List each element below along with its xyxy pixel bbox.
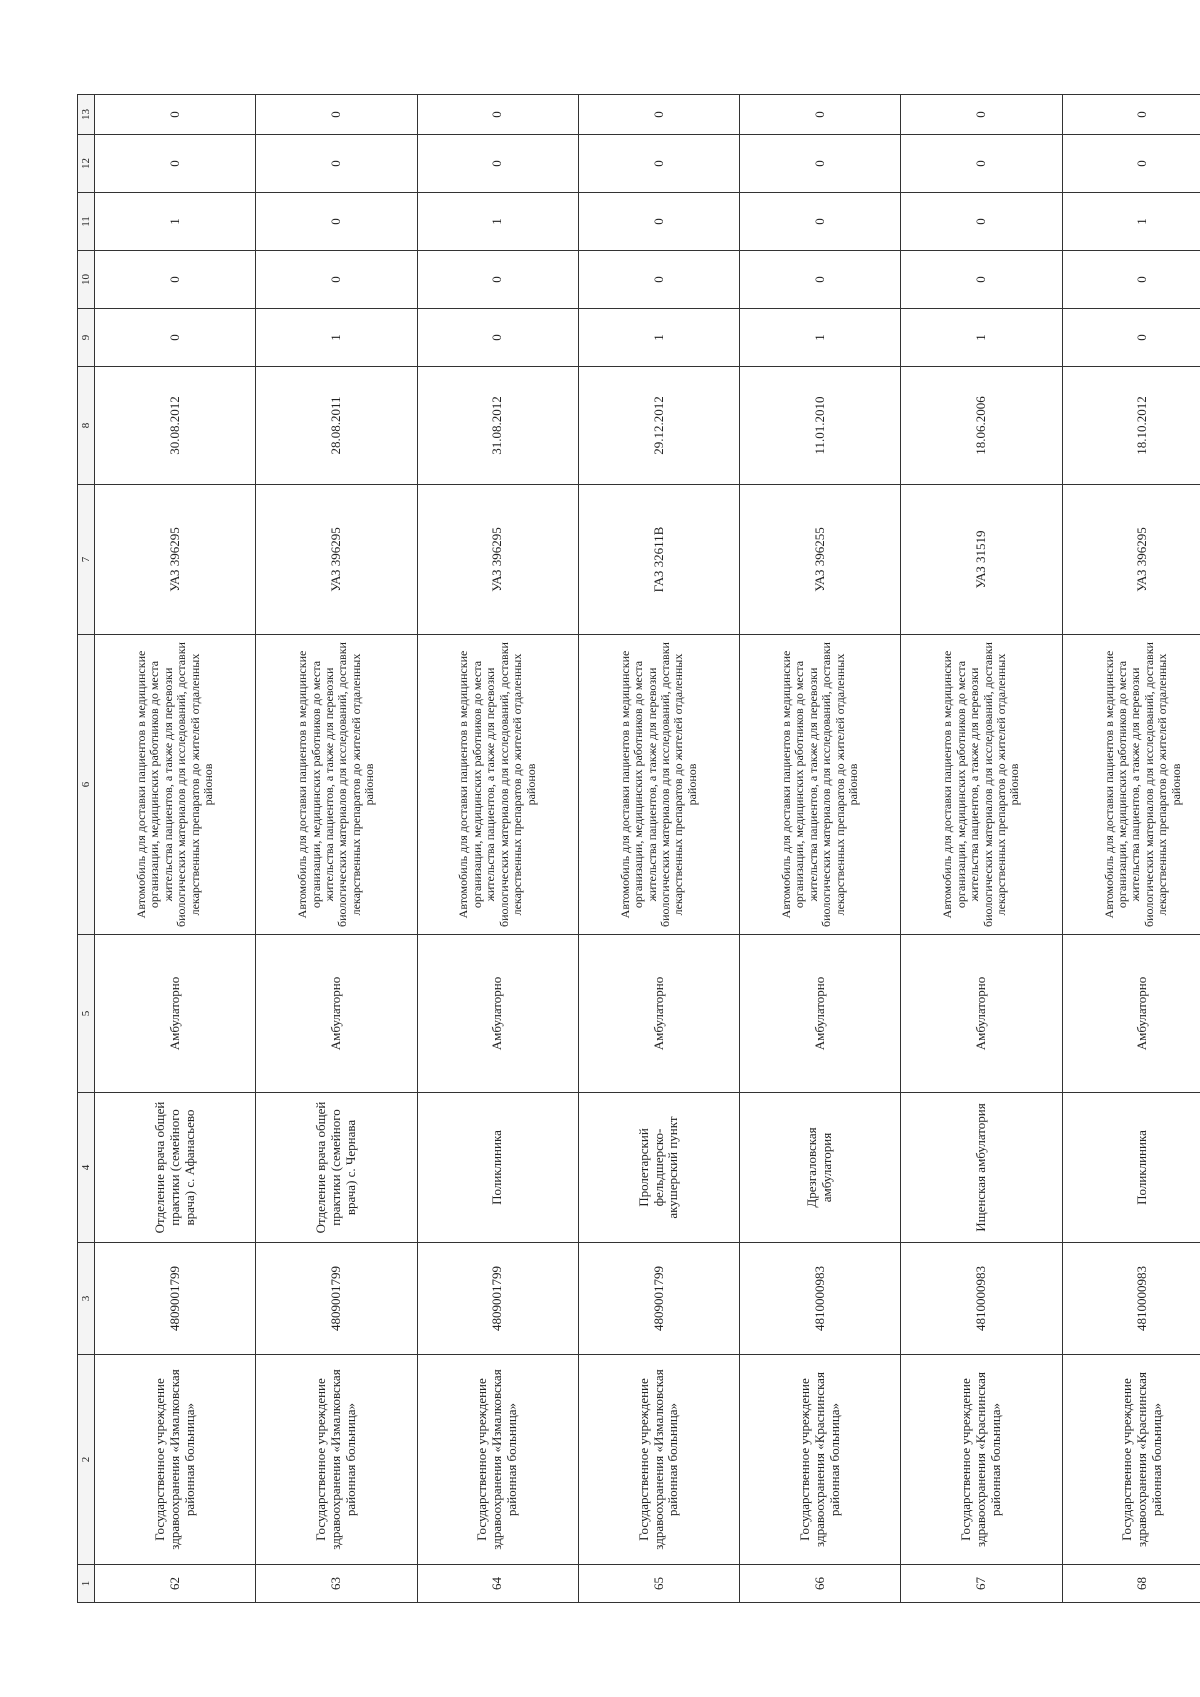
subdivision: Отделение врача общей практики (семейного врача) с. Чернава xyxy=(256,1093,417,1243)
col-13-value: 0 xyxy=(901,95,1062,135)
column-number-10: 10 xyxy=(78,251,95,309)
issue-date: 31.08.2012 xyxy=(417,367,578,485)
col-10-value: 0 xyxy=(1062,251,1200,309)
col-12-value: 0 xyxy=(417,135,578,193)
vehicle-model: УАЗ 31519 xyxy=(901,485,1062,635)
col-13-value: 0 xyxy=(256,95,417,135)
vehicle-model: УАЗ 396295 xyxy=(417,485,578,635)
col-10-value: 0 xyxy=(578,251,739,309)
vehicle-purpose: Автомобиль для доставки пациентов в медицинские организации, медицинских работников до места жительства пациентов, а также для перевозки биологических материалов для исследований, доставки лекарственных препаратов до жителей отдаленных районов xyxy=(901,635,1062,935)
col-9-value: 1 xyxy=(256,309,417,367)
row-number: 68 xyxy=(1062,1565,1200,1603)
subdivision: Дрезгаловская амбулатория xyxy=(740,1093,901,1243)
vehicle-purpose: Автомобиль для доставки пациентов в медицинские организации, медицинских работников до места жительства пациентов, а также для перевозки биологических материалов для исследований, доставки лекарственных препаратов до жителей отдаленных районов xyxy=(417,635,578,935)
care-form: Амбулаторно xyxy=(1062,935,1200,1093)
table-row xyxy=(1062,95,1200,1603)
issue-date: 28.08.2011 xyxy=(256,367,417,485)
inn-code: 4810000983 xyxy=(740,1243,901,1355)
inn-code: 4809001799 xyxy=(578,1243,739,1355)
col-10-value: 0 xyxy=(901,251,1062,309)
col-13-value: 0 xyxy=(578,95,739,135)
subdivision: Ищенская амбулатория xyxy=(901,1093,1062,1243)
institution-name: Государственное учреждение здравоохранения «Измалковская районная больница» xyxy=(256,1355,417,1565)
vehicle-purpose: Автомобиль для доставки пациентов в медицинские организации, медицинских работников до места жительства пациентов, а также для перевозки биологических материалов для исследований, доставки лекарственных препаратов до жителей отдаленных районов xyxy=(740,635,901,935)
vehicle-table xyxy=(77,94,1200,1603)
column-number-9: 9 xyxy=(78,309,95,367)
col-9-value: 0 xyxy=(95,309,256,367)
column-number-7: 7 xyxy=(78,485,95,635)
subdivision: Поликлиника xyxy=(1062,1093,1200,1243)
vehicle-model: УАЗ 396255 xyxy=(740,485,901,635)
column-number-5: 5 xyxy=(78,935,95,1093)
vehicle-purpose: Автомобиль для доставки пациентов в медицинские организации, медицинских работников до места жительства пациентов, а также для перевозки биологических материалов для исследований, доставки лекарственных препаратов до жителей отдаленных районов xyxy=(256,635,417,935)
col-10-value: 0 xyxy=(740,251,901,309)
row-number: 64 xyxy=(417,1565,578,1603)
column-number-12: 12 xyxy=(78,135,95,193)
subdivision: Поликлиника xyxy=(417,1093,578,1243)
col-11-value: 0 xyxy=(578,193,739,251)
care-form: Амбулаторно xyxy=(740,935,901,1093)
care-form: Амбулаторно xyxy=(417,935,578,1093)
column-number-6: 6 xyxy=(78,635,95,935)
col-13-value: 0 xyxy=(1062,95,1200,135)
table-row xyxy=(256,95,417,1603)
vehicle-model: УАЗ 396295 xyxy=(256,485,417,635)
col-11-value: 0 xyxy=(901,193,1062,251)
row-number: 67 xyxy=(901,1565,1062,1603)
table-row xyxy=(578,95,739,1603)
issue-date: 29.12.2012 xyxy=(578,367,739,485)
column-number-11: 11 xyxy=(78,193,95,251)
col-12-value: 0 xyxy=(740,135,901,193)
col-11-value: 0 xyxy=(256,193,417,251)
subdivision: Отделение врача общей практики (семейного врача) с. Афанасьево xyxy=(95,1093,256,1243)
inn-code: 4809001799 xyxy=(95,1243,256,1355)
row-number: 62 xyxy=(95,1565,256,1603)
inn-code: 4809001799 xyxy=(256,1243,417,1355)
care-form: Амбулаторно xyxy=(578,935,739,1093)
vehicle-purpose: Автомобиль для доставки пациентов в медицинские организации, медицинских работников до места жительства пациентов, а также для перевозки биологических материалов для исследований, доставки лекарственных препаратов до жителей отдаленных районов xyxy=(95,635,256,935)
col-12-value: 0 xyxy=(256,135,417,193)
institution-name: Государственное учреждение здравоохранения «Краснинская районная больница» xyxy=(901,1355,1062,1565)
institution-name: Государственное учреждение здравоохранения «Измалковская районная больница» xyxy=(417,1355,578,1565)
issue-date: 18.06.2006 xyxy=(901,367,1062,485)
institution-name: Государственное учреждение здравоохранения «Краснинская районная больница» xyxy=(740,1355,901,1565)
care-form: Амбулаторно xyxy=(256,935,417,1093)
rotated-table-page xyxy=(77,95,1200,1603)
row-number: 63 xyxy=(256,1565,417,1603)
institution-name: Государственное учреждение здравоохранения «Измалковская районная больница» xyxy=(95,1355,256,1565)
issue-date: 18.10.2012 xyxy=(1062,367,1200,485)
col-9-value: 1 xyxy=(578,309,739,367)
care-form: Амбулаторно xyxy=(901,935,1062,1093)
col-12-value: 0 xyxy=(901,135,1062,193)
vehicle-model: УАЗ 396295 xyxy=(1062,485,1200,635)
table-body xyxy=(95,95,1200,1603)
issue-date: 30.08.2012 xyxy=(95,367,256,485)
vehicle-purpose: Автомобиль для доставки пациентов в медицинские организации, медицинских работников до места жительства пациентов, а также для перевозки биологических материалов для исследований, доставки лекарственных препаратов до жителей отдаленных районов xyxy=(1062,635,1200,935)
col-11-value: 1 xyxy=(417,193,578,251)
care-form: Амбулаторно xyxy=(95,935,256,1093)
col-10-value: 0 xyxy=(95,251,256,309)
col-9-value: 0 xyxy=(1062,309,1200,367)
col-11-value: 0 xyxy=(740,193,901,251)
col-13-value: 0 xyxy=(740,95,901,135)
col-9-value: 0 xyxy=(417,309,578,367)
vehicle-purpose: Автомобиль для доставки пациентов в медицинские организации, медицинских работников до места жительства пациентов, а также для перевозки биологических материалов для исследований, доставки лекарственных препаратов до жителей отдаленных районов xyxy=(578,635,739,935)
institution-name: Государственное учреждение здравоохранения «Измалковская районная больница» xyxy=(578,1355,739,1565)
col-12-value: 0 xyxy=(1062,135,1200,193)
col-13-value: 0 xyxy=(417,95,578,135)
column-number-1: 1 xyxy=(78,1565,95,1603)
column-number-row xyxy=(78,95,95,1603)
column-number-8: 8 xyxy=(78,367,95,485)
issue-date: 11.01.2010 xyxy=(740,367,901,485)
inn-code: 4810000983 xyxy=(1062,1243,1200,1355)
col-9-value: 1 xyxy=(901,309,1062,367)
column-number-2: 2 xyxy=(78,1355,95,1565)
table-row xyxy=(417,95,578,1603)
col-10-value: 0 xyxy=(256,251,417,309)
vehicle-model: ГАЗ 32611В xyxy=(578,485,739,635)
col-11-value: 1 xyxy=(1062,193,1200,251)
col-11-value: 1 xyxy=(95,193,256,251)
col-10-value: 0 xyxy=(417,251,578,309)
table-row xyxy=(901,95,1062,1603)
col-9-value: 1 xyxy=(740,309,901,367)
inn-code: 4809001799 xyxy=(417,1243,578,1355)
column-number-3: 3 xyxy=(78,1243,95,1355)
row-number: 66 xyxy=(740,1565,901,1603)
inn-code: 4810000983 xyxy=(901,1243,1062,1355)
institution-name: Государственное учреждение здравоохранения «Краснинская районная больница» xyxy=(1062,1355,1200,1565)
column-number-13: 13 xyxy=(78,95,95,135)
col-12-value: 0 xyxy=(578,135,739,193)
col-13-value: 0 xyxy=(95,95,256,135)
column-number-4: 4 xyxy=(78,1093,95,1243)
col-12-value: 0 xyxy=(95,135,256,193)
vehicle-model: УАЗ 396295 xyxy=(95,485,256,635)
table-row xyxy=(740,95,901,1603)
table-row xyxy=(95,95,256,1603)
row-number: 65 xyxy=(578,1565,739,1603)
subdivision: Пролетарский фельдшерско-акушерский пункт xyxy=(578,1093,739,1243)
